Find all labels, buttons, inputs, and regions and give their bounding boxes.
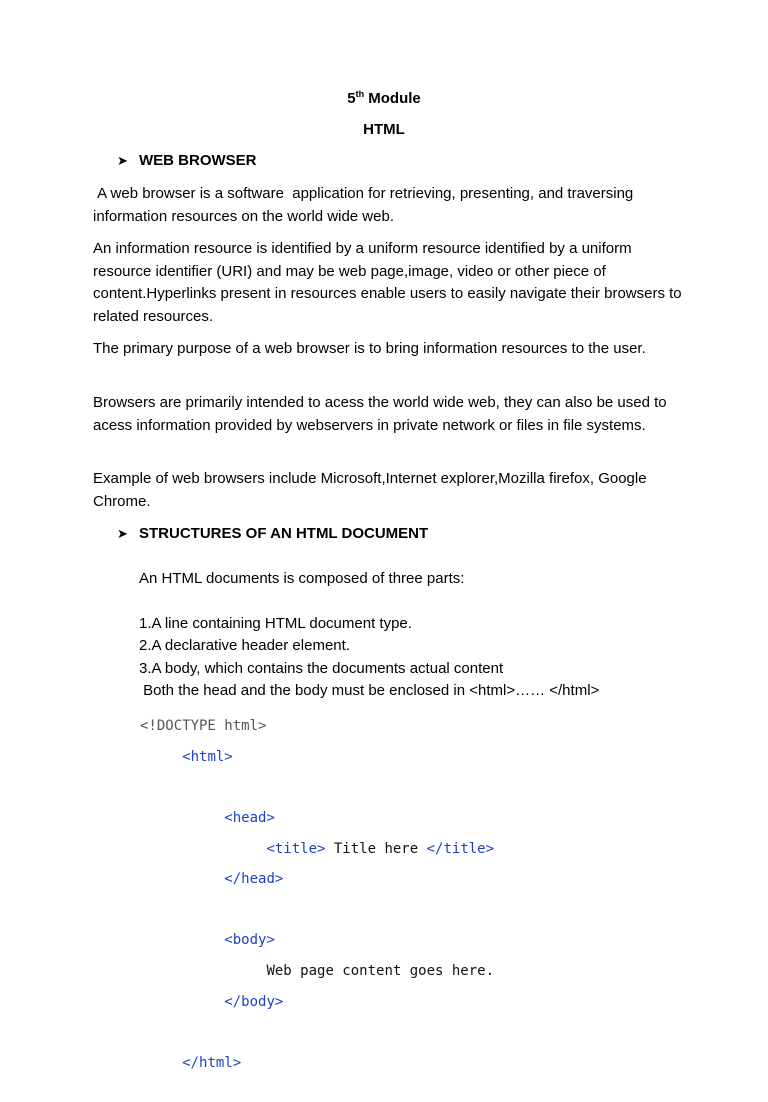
section-heading-web-browser xyxy=(117,152,257,169)
code-body-text: Web page content goes here. xyxy=(266,963,495,980)
structure-note: Both the head and the body must be enclosed in <html>…… </html> xyxy=(139,682,600,699)
list-item: 3.A body, which contains the documents actual content xyxy=(139,660,504,677)
code-doctype: <!DOCTYPE html> xyxy=(140,718,267,735)
code-title-text: Title here xyxy=(325,840,427,857)
module-word: Module xyxy=(364,90,421,107)
html-code-sample xyxy=(140,704,494,1102)
paragraph: Example of web browsers include Microsoft,Internet explorer,Mozilla firefox, Google Chrome. xyxy=(93,470,647,510)
module-suffix: th xyxy=(355,89,365,99)
module-title xyxy=(0,89,768,107)
code-html-close: </html> xyxy=(182,1054,242,1071)
arrowhead-bullet-icon: ➤ xyxy=(117,525,128,541)
subject-title: HTML xyxy=(363,121,405,138)
code-body-close: </body> xyxy=(224,993,284,1010)
code-title-open: <title> xyxy=(266,840,326,857)
structure-intro: An HTML documents is composed of three parts: xyxy=(139,570,465,587)
code-body-open: <body> xyxy=(224,932,275,949)
list-item: 2.A declarative header element. xyxy=(139,637,350,654)
heading-text: WEB BROWSER xyxy=(139,152,257,169)
code-head-open: <head> xyxy=(224,810,275,827)
code-html-open: <html> xyxy=(182,748,233,765)
module-number: 5 xyxy=(347,90,356,107)
list-item: 1.A line containing HTML document type. xyxy=(139,615,412,632)
paragraph: Browsers are primarily intended to acess the world wide web, they can also be used to acess information provided by webservers in private network or files in file systems. xyxy=(93,394,667,434)
heading-text: STRUCTURES OF AN HTML DOCUMENT xyxy=(139,525,429,542)
paragraph: A web browser is a software application for retrieving, presenting, and traversing information resources on the world wide web. xyxy=(93,185,638,225)
paragraph: The primary purpose of a web browser is to bring information resources to the user. xyxy=(93,340,646,357)
code-head-close: </head> xyxy=(224,871,284,888)
code-title-close: </title> xyxy=(426,840,495,857)
paragraph: An information resource is identified by a uniform resource identified by a uniform resource identifier (URI) and may be web page,image, video or other piece of content.Hyperlinks present in resources enable users to easily navigate their browsers to related resources. xyxy=(93,240,682,325)
section-heading-structure xyxy=(117,525,428,542)
arrowhead-bullet-icon: ➤ xyxy=(117,152,128,168)
